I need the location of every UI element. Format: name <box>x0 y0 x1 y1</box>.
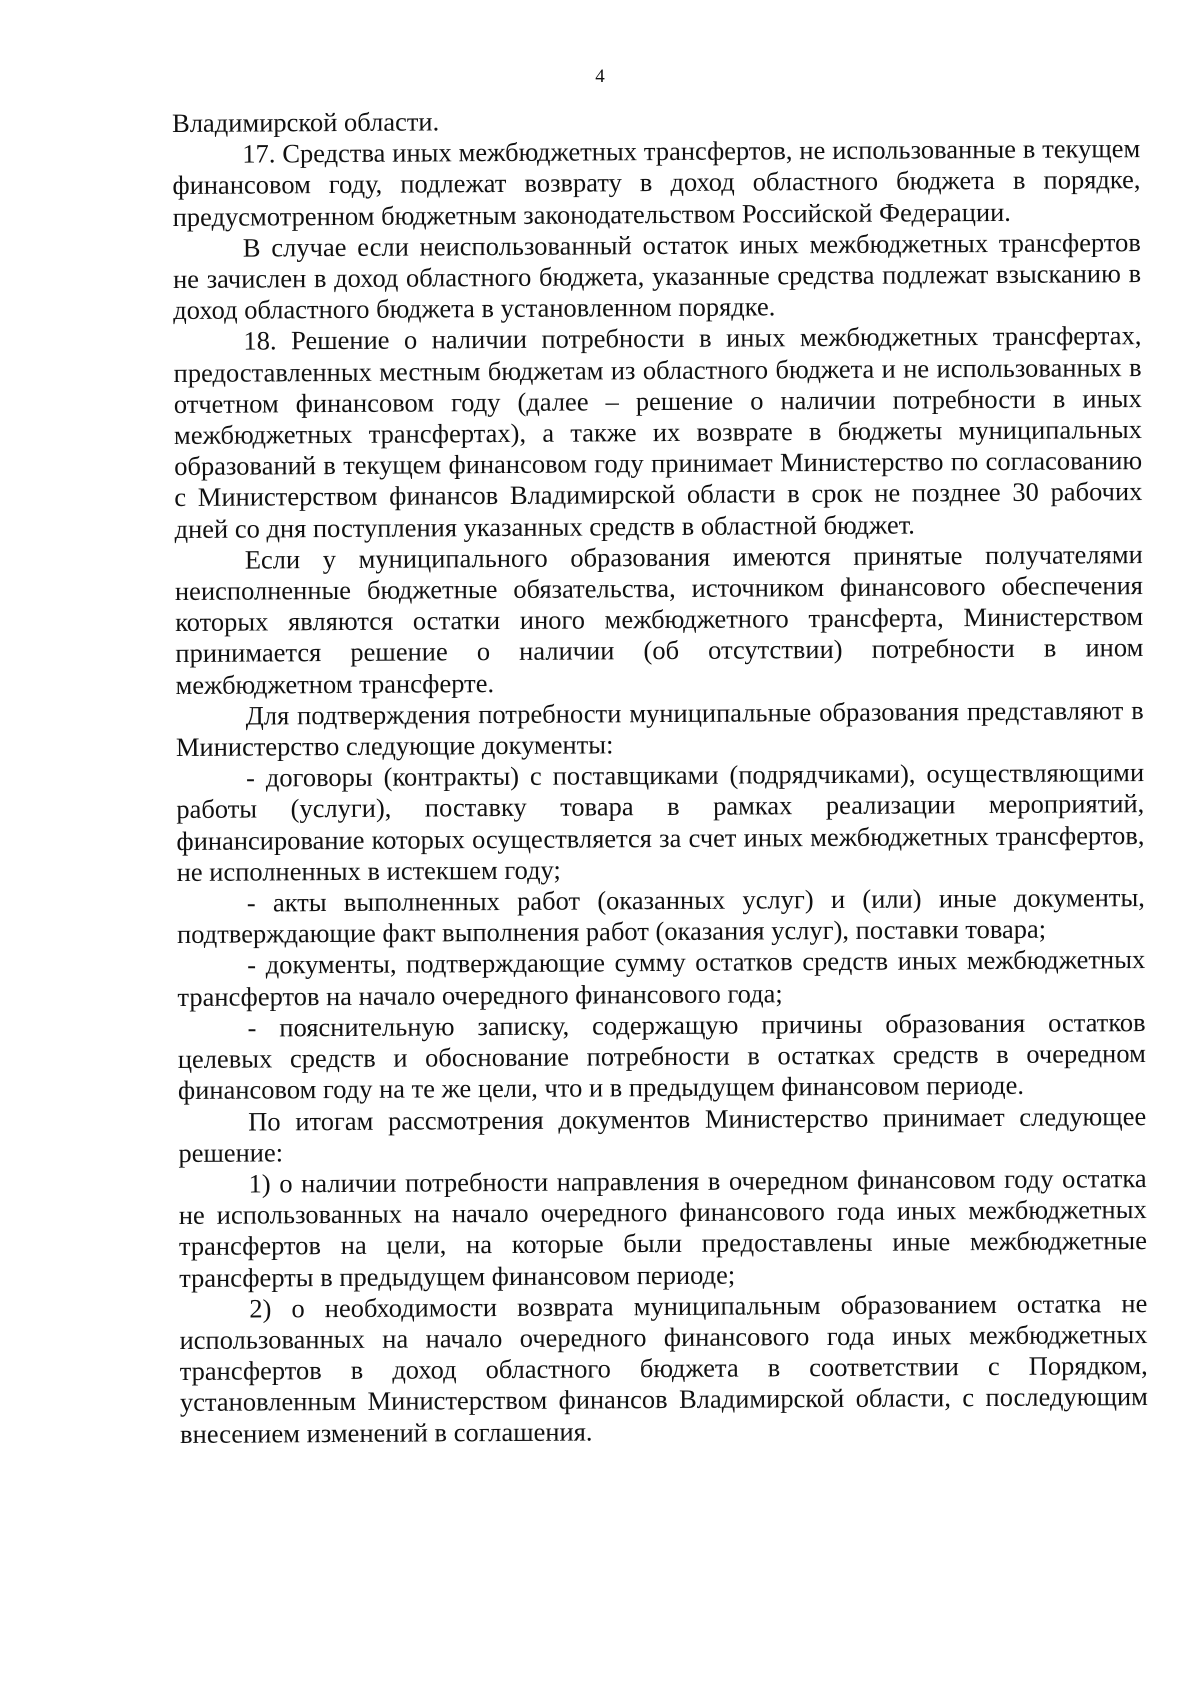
document-body <box>172 102 1148 1450</box>
paragraph: В случае если неиспользованный остаток иных межбюджетных трансфертов не зачислен в доход областного бюджета, указанные средства подлежат взысканию в доход областного бюджета в установленном порядке. <box>172 226 1142 326</box>
list-item: - акты выполненных работ (оказанных услуг) и (или) иные документы, подтверждающие факт выполнения работ (оказания услуг), поставки товара; <box>176 882 1145 950</box>
list-item: - документы, подтверждающие сумму остатков средств иных межбюджетных трансфертов на начало очередного финансового года; <box>177 944 1146 1012</box>
list-item: 1) о наличии потребности направления в очередном финансовом году остатка не использованных на начало очередного финансового года иных межбюджетных трансфертов на цели, на которые были предоставлены иные межбюджетные трансферты в предыдущем финансовом периоде; <box>178 1162 1148 1293</box>
list-item: 2) о необходимости возврата муниципальным образованием остатка не использованных на начало очередного финансового года иных межбюджетных трансфертов в доход областного бюджета в соответствии с Порядком, установленным Министерством финансов Владимирской области, с последующим внесением изменений в соглашения. <box>179 1287 1148 1449</box>
paragraph: 17. Средства иных межбюджетных трансфертов, не использованные в текущем финансовом году, подлежат возврату в доход областного бюджета в порядке, предусмотренном бюджетным законодательством Российской Федерации. <box>172 133 1141 232</box>
list-item: - пояснительную записку, содержащую причины образования остатков целевых средств и обоснование потребности в остатках средств в очередном финансовом году на те же цели, что и в предыдущем финансовом периоде. <box>177 1006 1146 1106</box>
paragraph: Если у муниципального образования имеются принятые получателями неисполненные бюджетные обязательства, источником финансового обеспечения которых являются остатки иного межбюджетного трансферта, Министерством принимается решение о наличии (об отсутствии) потребности в ином межбюджетном трансферте. <box>174 538 1144 700</box>
page-number: 4 <box>595 66 605 87</box>
list-item: - договоры (контракты) с поставщиками (подрядчиками), осуществляющими работы (услуги), поставку товара в рамках реализации мероприятий, финансирование которых осуществляется за счет иных межбюджетных трансфертов, не исполненных в истекшем году; <box>176 757 1145 887</box>
paragraph: Для подтверждения потребности муниципальные образования представляют в Министерство следующие документы: <box>175 694 1144 763</box>
paragraph: 18. Решение о наличии потребности в иных межбюджетных трансфертах, предоставленных местным бюджетам из областного бюджета и не использованных в отчетном финансовом году (далее – решение о наличии потребности в иных межбюджетных трансфертах), а также их возврате в бюджеты муниципальных образований в текущем финансовом году принимает Министерство по согласованию с Министерством финансов Владимирской области в срок не позднее 30 рабочих дней со дня поступления указанных средств в областной бюджет. <box>173 320 1143 544</box>
paragraph: Владимирской области. <box>172 106 440 138</box>
paragraph: По итогам рассмотрения документов Министерство принимает следующее решение: <box>178 1100 1147 1168</box>
